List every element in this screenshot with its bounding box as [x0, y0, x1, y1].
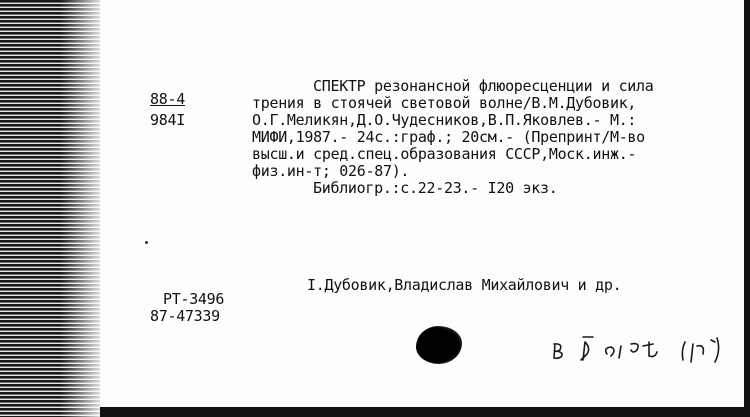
inventory-number-2: 87-47339: [150, 307, 220, 325]
scan-edge-bottom: [100, 407, 750, 417]
description-line-3: О.Г.Меликян,Д.О.Чудесников,В.П.Яковлев.- М.:: [252, 111, 637, 129]
added-entry-heading: I.Дубовик,Владислав Михайлович и др.: [307, 276, 622, 294]
inventory-number-1: РТ-3496: [163, 290, 225, 308]
stray-dot: [145, 241, 148, 244]
description-line-6: физ.ин-т; 026-87).: [252, 162, 410, 180]
shelf-mark-line-1: 88-4: [150, 90, 185, 108]
scan-edge-right: [744, 0, 750, 417]
handwritten-note: [545, 332, 735, 370]
description-line-4: МИФИ,1987.- 24с.:граф.; 20см.- (Препринт/М-во: [252, 128, 645, 146]
description-line-2: трения в стоячей световой волне/В.М.Дубовик,: [252, 94, 637, 112]
description-line-5: высш.и сред.спец.образования СССР,Моск.инж.-: [252, 145, 637, 163]
scan-edge-left: [0, 0, 100, 417]
ink-stamp-blot: [416, 326, 462, 364]
bibliography-line: Библиогр.:с.22-23.- I20 экз.: [313, 179, 558, 197]
description-line-1: СПЕКТР резонансной флюоресценции и сила: [313, 77, 654, 95]
shelf-mark-line-2: 984I: [150, 111, 185, 129]
